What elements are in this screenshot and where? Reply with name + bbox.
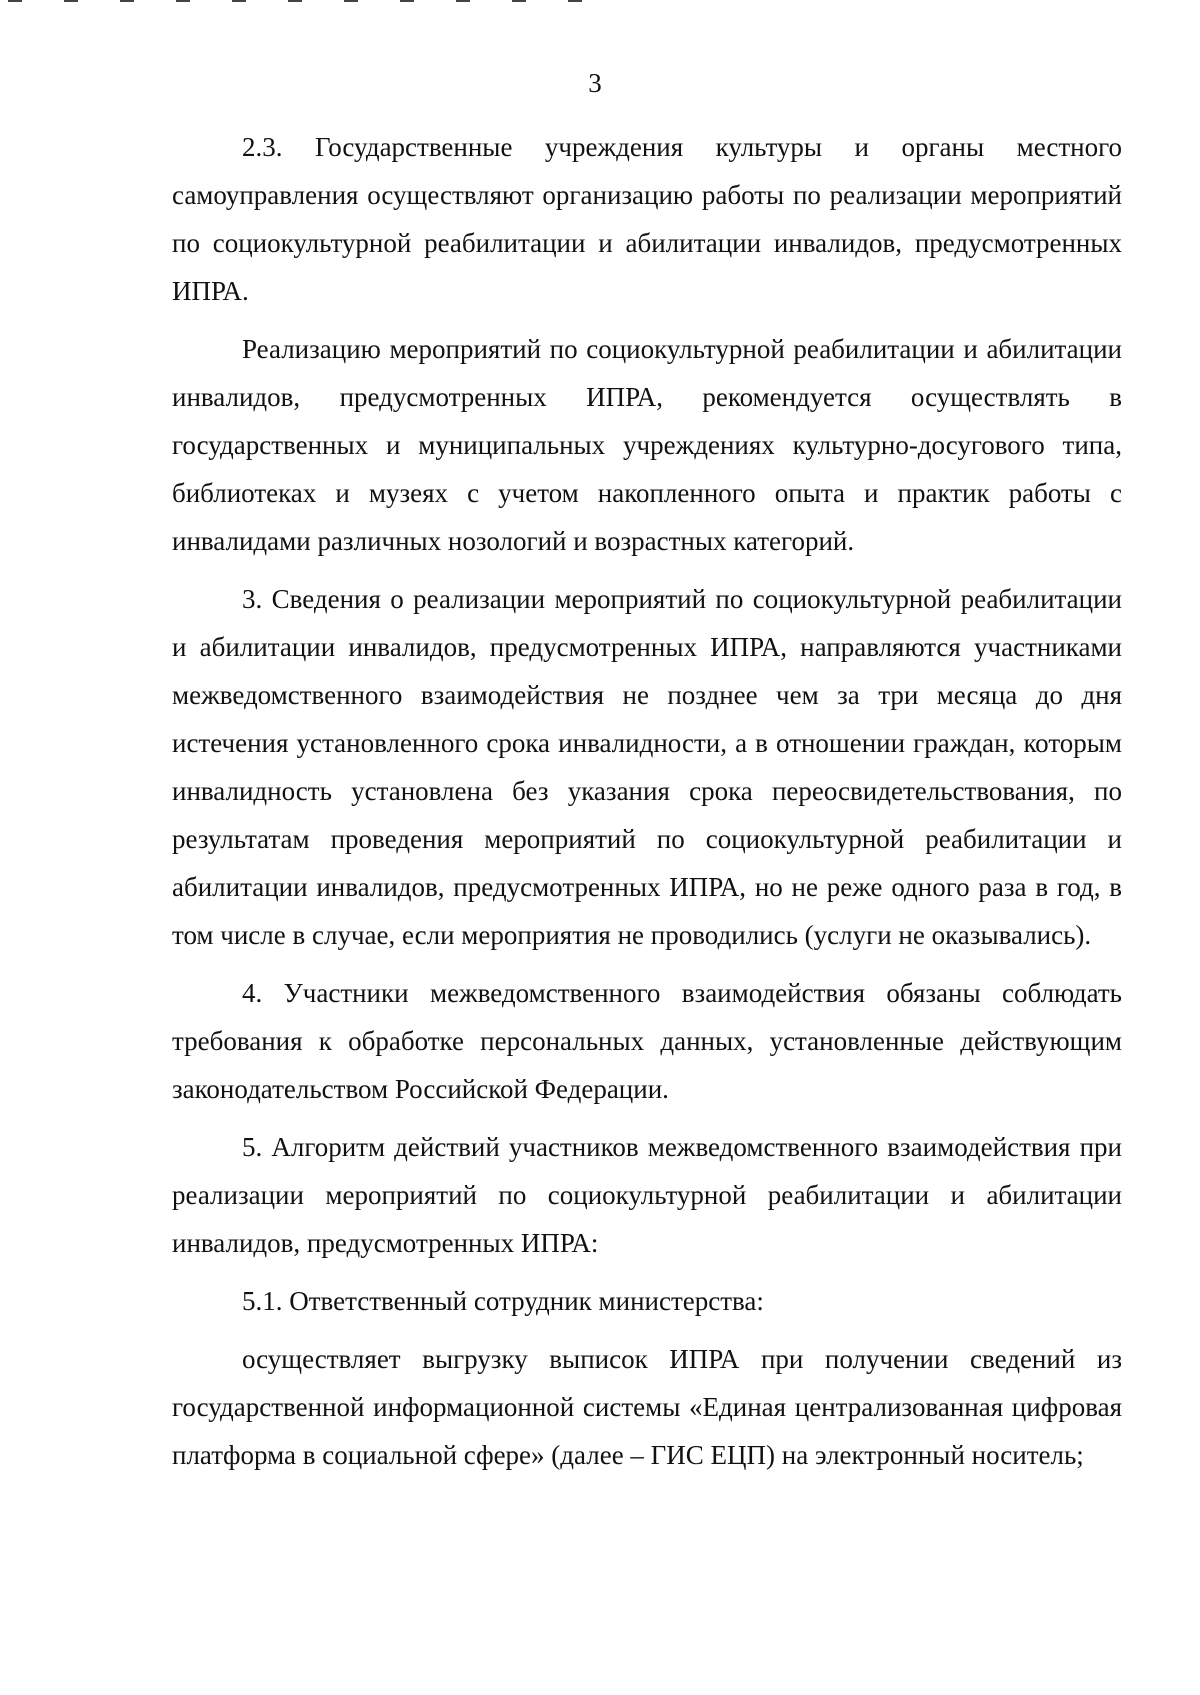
paragraph-2-3-continued: Реализацию мероприятий по социокультурной реабилитации и абилитации инвалидов, предусмотренных ИПРА, рекомендуется осуществлять в государственных и муниципальных учреждениях культурно-досугового типа, библиотеках и музеях с учетом накопленного опыта и практик работы с инвалидами различных нозологий и возрастных категорий. (172, 334, 1122, 556)
paragraph-5-1-item: осуществляет выгрузку выписок ИПРА при получении сведений из государственной информационной системы «Единая централизованная цифровая платформа в социальной сфере» (далее – ГИС ЕЦП) на электронный носитель; (172, 1344, 1122, 1470)
paragraph-2-3: 2.3. Государственные учреждения культуры и органы местного самоуправления осуществляют организацию работы по реализации мероприятий по социокультурной реабилитации и абилитации инвалидов, предусмотренных ИПРА. (172, 132, 1122, 306)
paragraph-4: 4. Участники межведомственного взаимодействия обязаны соблюдать требования к обработке персональных данных, установленные действующим законодательством Российской Федерации. (172, 978, 1122, 1104)
paragraph-5: 5. Алгоритм действий участников межведомственного взаимодействия при реализации мероприятий по социокультурной реабилитации и абилитации инвалидов, предусмотренных ИПРА: (172, 1132, 1122, 1258)
document-body (172, 123, 1122, 1489)
paragraph-5-1: 5.1. Ответственный сотрудник министерства: (242, 1286, 764, 1316)
paragraph-3: 3. Сведения о реализации мероприятий по социокультурной реабилитации и абилитации инвалидов, предусмотренных ИПРА, направляются участниками межведомственного взаимодействия не позднее чем за три месяца до дня истечения установленного срока инвалидности, а в отношении граждан, которым инвалидность установлена без указания срока переосвидетельствования, по результатам проведения мероприятий по социокультурной реабилитации и абилитации инвалидов, предусмотренных ИПРА, но не реже одного раза в год, в том числе в случае, если мероприятия не проводились (услуги не оказывались). (172, 584, 1122, 950)
scan-edge-marks (8, 0, 668, 6)
page-number: 3 (588, 68, 602, 98)
